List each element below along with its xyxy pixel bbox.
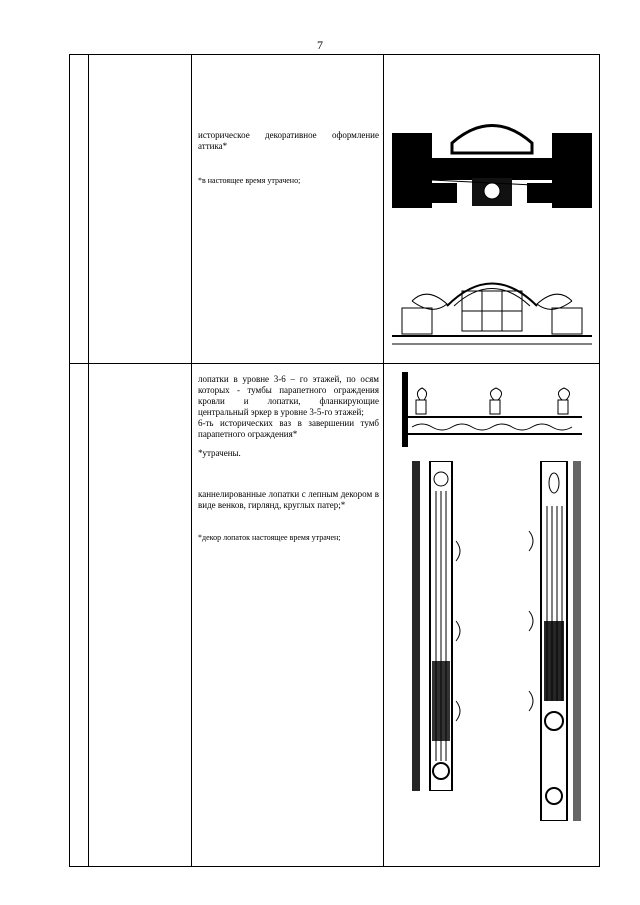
heritage-table bbox=[69, 54, 600, 867]
historic-attic-photo bbox=[392, 103, 592, 208]
cell-description bbox=[192, 364, 384, 867]
cell-description bbox=[192, 55, 384, 364]
description-text: 6-ть исторических ваз в завершении тумб парапетного ограждения* bbox=[198, 418, 379, 439]
page-number: 7 bbox=[317, 38, 323, 52]
note-text: *декор лопаток настоящее время утрачен; bbox=[198, 533, 341, 542]
note-text: *утрачены. bbox=[198, 448, 241, 458]
attic-arch-window-drawing bbox=[392, 246, 592, 354]
cell-number bbox=[70, 55, 89, 364]
parapet-vases-drawing bbox=[402, 372, 582, 447]
pilaster-left-drawing bbox=[412, 461, 472, 826]
table-row bbox=[70, 55, 600, 364]
description-text: каннелированные лопатки с лепным декором в виде венков, гирлянд, круглых патер;* bbox=[198, 489, 379, 510]
cell-name bbox=[89, 55, 192, 364]
description-text: лопатки в уровне 3-6 – го этажей, по осям которых - тумбы парапетного ограждения кровли и лопатки, фланкирующие центральный эркер в уровне 3-5-го этажей; bbox=[198, 374, 379, 417]
table-row bbox=[70, 364, 600, 867]
cell-images bbox=[384, 364, 600, 867]
cell-name bbox=[89, 364, 192, 867]
pilaster-right-drawing bbox=[525, 461, 585, 826]
cell-images bbox=[384, 55, 600, 364]
cell-number bbox=[70, 364, 89, 867]
note-text: *в настоящее время утрачено; bbox=[198, 176, 301, 185]
description-text: историческое декоративное оформление аттика* bbox=[198, 130, 379, 151]
